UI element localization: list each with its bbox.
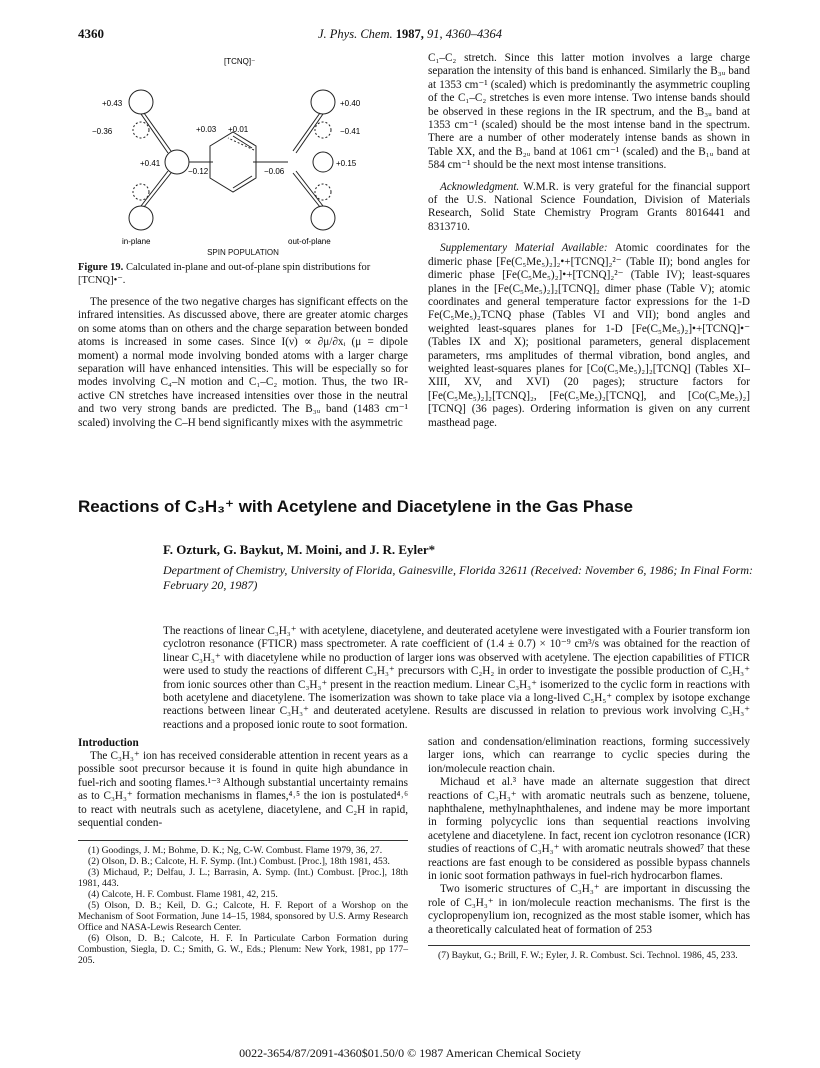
spin-value: +0.15 (336, 159, 357, 168)
in-plane-label: in-plane (122, 237, 151, 246)
paragraph: C₁–C₂ stretch. Since this latter motion involves a large charge separation the intensity of this band is enhanced. Similarly the B₃ᵤ band at 1353 cm⁻¹ (scaled) which is predominantly the asymmetric coupling of the C₁–C₂ stretches is even more intense. Two intense bands should be observed in these regions in the IR spectrum, and the B₃ᵤ band at 1353 cm⁻¹ (scaled) should be the most intense band in the spectrum. There are a number of other moderately intense bands as shown in Table XX, and the B₂ᵤ band at 1061 cm⁻¹ (scaled) and the B₁ᵤ band at 584 cm⁻¹ should be the next most intense transitions. (428, 52, 750, 172)
footnote: (7) Baykut, G.; Brill, F. W.; Eyler, J. R. Combust. Sci. Technol. 1986, 45, 233. (438, 950, 738, 962)
spin-value: +0.41 (140, 159, 161, 168)
spin-value: +0.01 (228, 125, 249, 134)
figure-caption (78, 262, 408, 287)
paragraph: The presence of the two negative charges has significant effects on the infrared intensities. As discussed above, there are greater atomic charges on some atoms than on others and the charge separation between bonded atoms is increased in some cases. Since I(ν) ∝ ∂μ/∂xᵢ (μ = dipole moment) a normal mode involving bonded atoms with a larger charge separation will have enhanced intensities. This will be especially so for modes involving C₄–N motion and C₁–C₂ motion. Thus, the two IR-active CN stretches have increased intensities over those in the neutral and two very strong bands are predicted. The B₃ᵤ band (1483 cm⁻¹ scaled) involving the C–H bend significantly mixes with the asymmetric (78, 296, 408, 429)
footnote: (4) Calcote, H. F. Combust. Flame 1981, 42, 215. (88, 889, 278, 901)
footnote: (6) Olson, D. B.; Calcote, H. F. In Particulate Carbon Formation during Combustion, Siegla, D. C.; Smith, G. W., Eds.; Plenum: New York, 1981, pp 177–205. (78, 933, 408, 967)
right-column-intro (428, 736, 750, 961)
article-title: Reactions of C₃H₃⁺ with Acetylene and Diacetylene in the Gas Phase (78, 497, 633, 516)
spin-population-label: SPIN POPULATION (207, 248, 279, 257)
acknowledgment-text: W.M.R. is very grateful for the financial support of the U.S. National Science Foundation, Division of Materials Research, Solid State Chemistry Program Grants 8016441 and 8313710. (428, 180, 750, 233)
footnote-rule (428, 945, 750, 946)
supplementary-material (428, 242, 750, 430)
footnotes-right (428, 950, 750, 961)
figure-top-label: [TCNQ]⁻ (224, 57, 256, 66)
paragraph: Michaud et al.³ have made an alternate suggestion that direct reactions of C₃H₃⁺ with aromatic neutrals such as benzene, toluene, naphthalene, methylnaphthalenes, and indene may be more important in forming polycyclic ions than sequential reactions involving acetylene and diacetylene. In fact, recent ion cyclotron resonance (ICR) studies of reactions of C₃H₃⁺ with aromatic neutrals showed⁷ that these reactions are fast enough to be considered as possible bypass channels in ionic soot formation pathways in fuel-rich hydrocarbon flames. (428, 776, 750, 883)
spin-value: +0.03 (196, 125, 217, 134)
journal-volume: 91, (427, 27, 443, 41)
supplementary-text: Atomic coordinates for the dimeric phase [Fe(C₅Me₅)₂]₂•+[TCNQ]₂²⁻ (Table II); bond angles for dimeric phase [Fe(C₅Me₅)₂]•+[TCNQ]₂²⁻ (Table IV); least-squares planes in the [Fe(C₅Me₅)₂]₂[TCNQ]₂ dimer phase (Table V); atomic coordinates and general temperature factor expressions for the 1-D Fe(C₅Me₅)₂TCNQ phase (Tables VI and VII); bond angles and weighted least-squares planes for 1-D [Fe(C₅Me₅)₂]•+[TCNQ]•⁻ (Tables IX and X); positional parameters, general displacement parameters, rms amplitudes of thermal vibration, bond angles, and weighted least-squares planes for [Co(C₅Me₅)₂]₂[TCNQ] (Tables XI–XIII, XV, and XVI) (20 pages); structure factors for [Fe(C₅Me₅)₂]₂[TCNQ]₂, [Fe(C₅Me₅)₂[TCNQ], and [Co(C₅Me₅)₂][TCNQ] (36 pages). Ordering information is given on any current masthead page. (428, 242, 750, 429)
spin-value: +0.43 (102, 99, 123, 108)
page-footer: 0022-3654/87/2091-4360$01.50/0 © 1987 American Chemical Society (239, 1046, 581, 1060)
orbital-right-top (311, 90, 335, 114)
footnote: (2) Olson, D. B.; Calcote, H. F. Symp. (Int.) Combust. [Proc.], 18th 1981, 453. (88, 856, 390, 868)
orbital-left-top (129, 90, 153, 114)
paragraph: sation and condensation/elimination reactions, forming successively larger ions, which can rearrange to cyclic species during the ion/molecule reaction chain. (428, 736, 750, 775)
orbital-right-mid (313, 152, 333, 172)
orbital-right-bot (311, 206, 335, 230)
journal-header (0, 27, 820, 42)
right-column-upper (428, 52, 750, 430)
article-abstract: The reactions of linear C₃H₃⁺ with acetylene, diacetylene, and deuterated acetylene were investigated with a Fourier transform ion cyclotron resonance (FTICR) mass spectrometer. A rate coefficient of (1.4 ± 0.7) × 10⁻⁹ cm³/s was obtained for the reaction of linear C₃H₃⁺ with diacetylene while no production of larger ions was observed with acetylene. The ejection capabilities of FTICR were used to study the reactions of different C₃H₃⁺ precursors with C₂H₂ in order to investigate the possible production of C₅H₃⁺ from ionic sources other than C₃H₃⁺ present in the reaction medium. Linear C₃H₃⁺ isomerized to the cyclic form in reactions with both acetylene and diacetylene. The isomerization was shown to take place via a long-lived C₅H₅⁺ complex by isotope exchange reactions between linear C₃H₃⁺ and deuterated acetylene. Results are discussed in relation to previous work involving C₃H₃⁺ reactions and a proposed ionic route to soot formation. (163, 625, 750, 731)
paragraph: Two isomeric structures of C₃H₃⁺ are important in discussing the role of C₃H₃⁺ in ion/molecule reaction mechanisms. The first is the cyclopropenylium ion, recognized as the most stable isomer, which has a theoretically calculated heat of formation of 253 (428, 883, 750, 936)
figure-caption-text: Calculated in-plane and out-of-plane spin distributions for [TCNQ]•⁻. (78, 262, 371, 286)
left-column-upper (78, 296, 408, 430)
spin-distribution-figure (78, 50, 408, 250)
orbital-left-bot-dashed (133, 184, 149, 200)
article-authors: F. Ozturk, G. Baykut, M. Moini, and J. R. Eyler* (163, 542, 436, 557)
spin-value: +0.40 (340, 99, 361, 108)
orbital-right-bot-dashed (315, 184, 331, 200)
supplementary-label: Supplementary Material Available: (440, 242, 608, 255)
spin-value: −0.41 (340, 127, 361, 136)
footnote: (5) Olson, D. B.; Keil, D. G.; Calcote, H. F. Report of a Worshop on the Mechanism of Soot Formation, June 14–15, 1984, sponsored by U.S. Army Research Office and NASA-Lewis Research Center. (78, 900, 408, 934)
spin-value: −0.36 (92, 127, 113, 136)
left-column-intro (78, 750, 408, 966)
journal-pages: 4360–4364 (445, 27, 502, 41)
acknowledgment-label: Acknowledgment. (440, 180, 520, 193)
figure-caption-label: Figure 19. (78, 262, 124, 273)
orbital-left-bot (129, 206, 153, 230)
page-number: 4360 (78, 26, 104, 41)
intro-heading: Introduction (78, 737, 139, 749)
footnote-rule (78, 840, 408, 841)
article-affiliation: Department of Chemistry, University of Florida, Gainesville, Florida 32611 (Received: November 6, 1986; In Final Form: February 20, 1987) (163, 563, 753, 592)
footnote: (3) Michaud, P.; Delfau, J. L.; Barrasin, A. Symp. (Int.) Combust. [Proc.], 18th 1981, 443. (78, 867, 408, 890)
spin-value: −0.06 (264, 167, 285, 176)
footnotes-left (78, 845, 408, 966)
journal-name: J. Phys. Chem. (317, 27, 393, 41)
footnote: (1) Goodings, J. M.; Bohme, D. K.; Ng, C-W. Combust. Flame 1979, 36, 27. (88, 845, 383, 857)
spin-value: −0.12 (188, 167, 209, 176)
journal-year: 1987, (395, 27, 424, 41)
acknowledgment (428, 181, 750, 235)
orbital-right-top-dashed (315, 122, 331, 138)
orbital-left-top-dashed (133, 122, 149, 138)
orbital-left-mid (165, 150, 189, 174)
paragraph: The C₃H₃⁺ ion has received considerable attention in recent years as a possible soot precursor because it is found in quite high abundance in fuel-rich and sooting flames.¹⁻³ Although substantial uncertainty remains as to C₃H₃⁺ formation mechanisms in flames,⁴˒⁵ the ion is postulated⁴˒⁶ to react with neutrals such as acetylene, diacetylene, and C₂H in rapid, sequential conden- (78, 750, 408, 830)
out-of-plane-label: out-of-plane (288, 237, 331, 246)
